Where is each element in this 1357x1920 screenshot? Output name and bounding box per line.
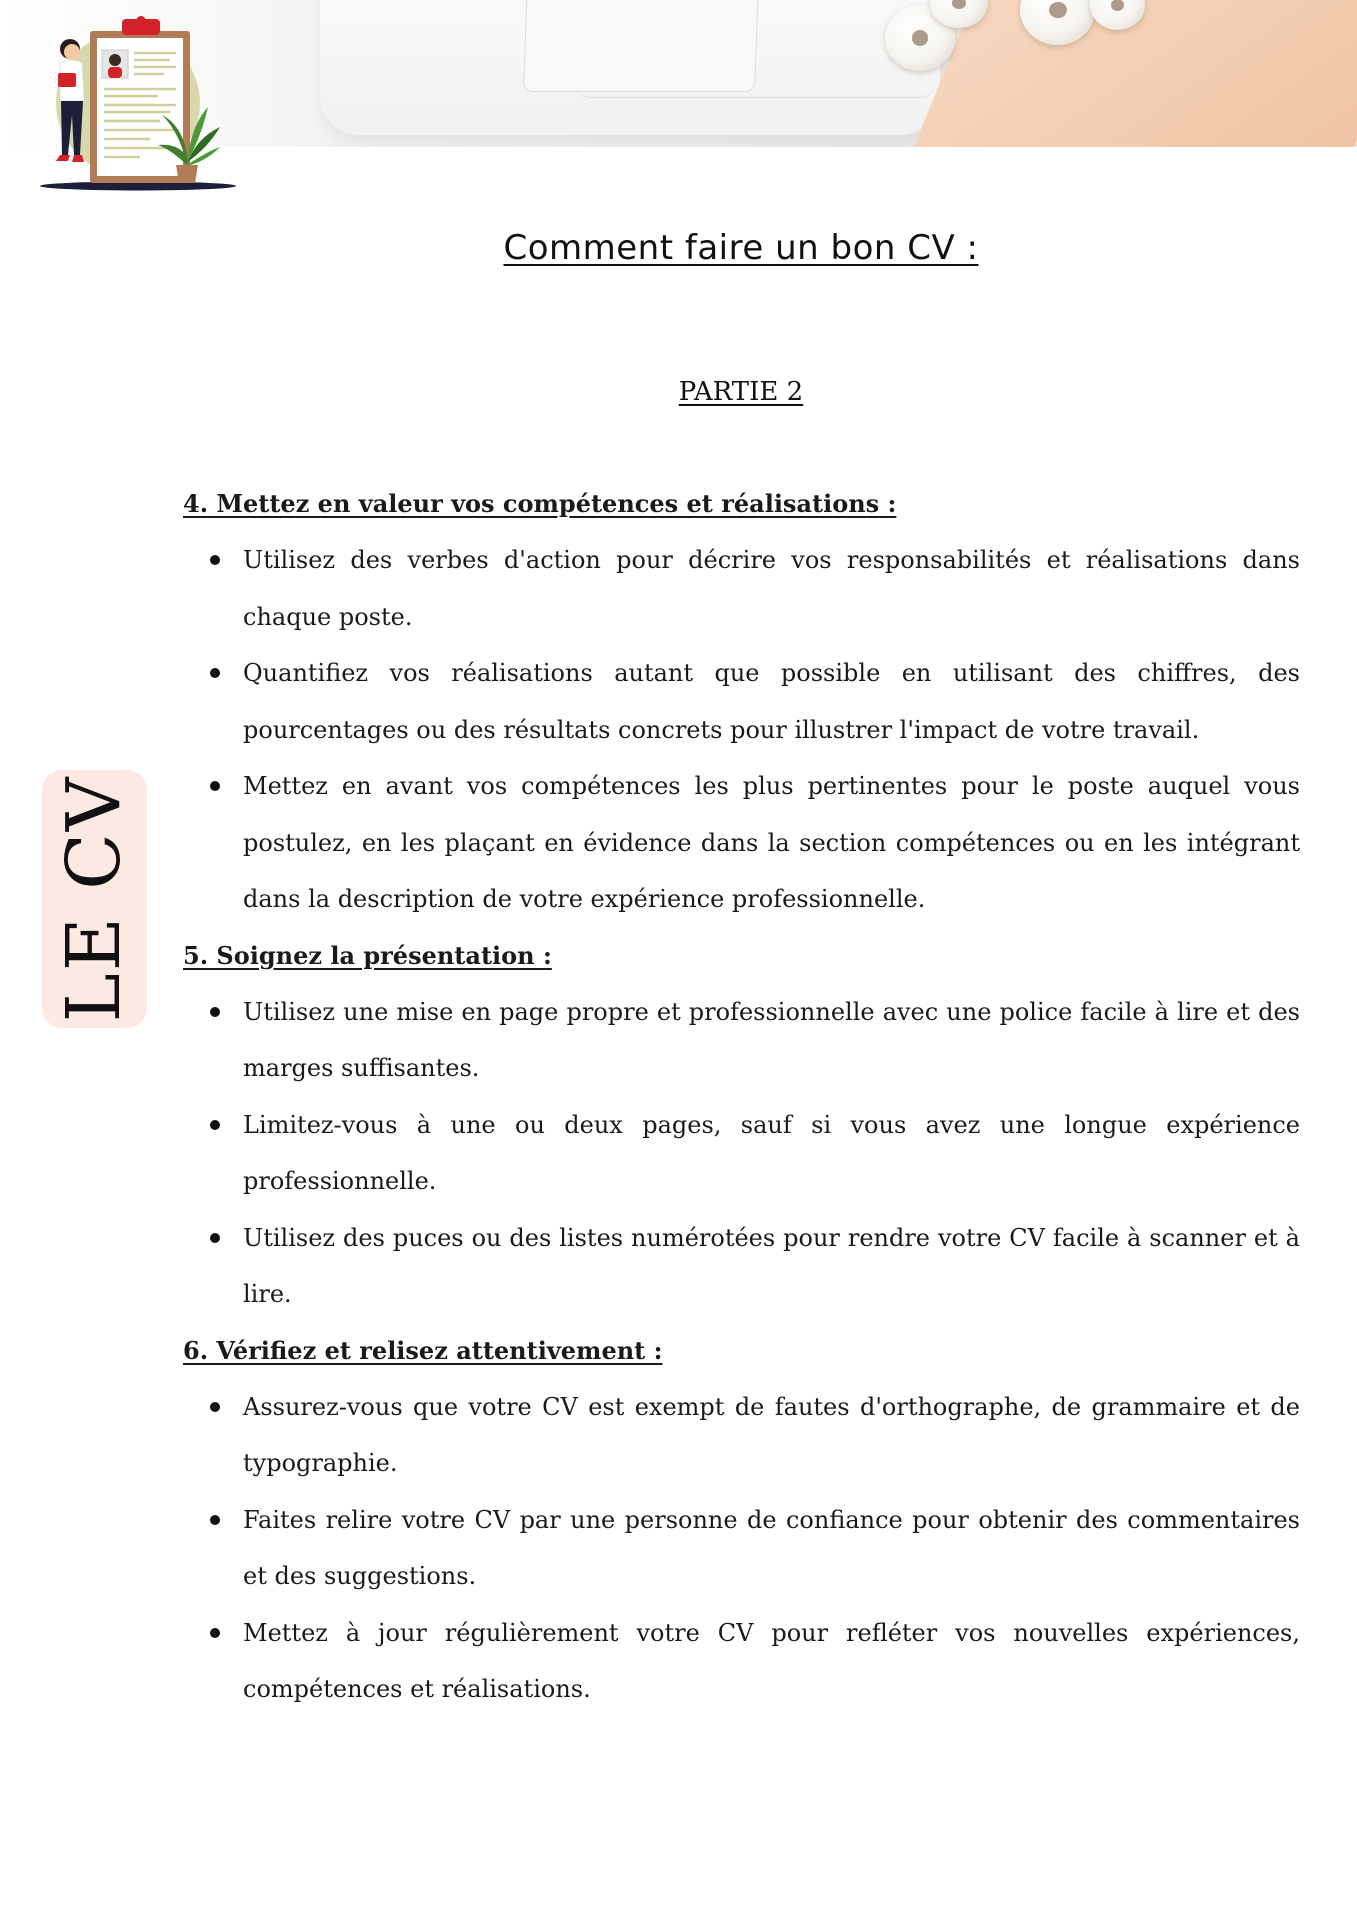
list-item: Utilisez des puces ou des listes numérotées pour rendre votre CV facile à scanner et à lire. (243, 1210, 1300, 1323)
list-item: Quantifiez vos réalisations autant que possible en utilisant des chiffres, des pourcentages ou des résultats concrets pour illustrer l'impact de votre travail. (243, 645, 1300, 758)
section-heading: 4. Mettez en valeur vos compétences et réalisations : (183, 489, 897, 518)
list-item: Utilisez une mise en page propre et professionnelle avec une police facile à lire et des marges suffisantes. (243, 984, 1300, 1097)
document-body (183, 476, 1300, 1718)
laptop-edge (575, 83, 935, 98)
list-item: Utilisez des verbes d'action pour décrire vos responsabilités et réalisations dans chaque poste. (243, 532, 1300, 645)
part-subtitle: PARTIE 2 (678, 377, 804, 407)
list-item: Assurez-vous que votre CV est exempt de fautes d'orthographe, de grammaire et de typographie. (243, 1379, 1300, 1492)
resume-clipboard-illustration-icon (30, 15, 240, 195)
bullet-list (183, 532, 1300, 928)
laptop-trackpad (523, 0, 759, 92)
section-heading: 5. Soignez la présentation : (183, 940, 552, 970)
laptop-illustration (320, 0, 940, 135)
bullet-list (183, 984, 1300, 1323)
section-heading: 6. Vérifiez et relisez attentivement : (183, 1335, 663, 1365)
side-tab-label: LE CV (51, 775, 137, 1023)
bullet-list (183, 1379, 1300, 1718)
page-title: Comment faire un bon CV : (503, 228, 979, 268)
list-item: Faites relire votre CV par une personne de confiance pour obtenir des commentaires et des suggestions. (243, 1492, 1300, 1605)
list-item: Mettez à jour régulièrement votre CV pour refléter vos nouvelles expériences, compétences et réalisations. (243, 1605, 1300, 1718)
list-item: Limitez-vous à une ou deux pages, sauf si vous avez une longue expérience professionnelle. (243, 1097, 1300, 1210)
list-item: Mettez en avant vos compétences les plus pertinentes pour le poste auquel vous postulez, en les plaçant en évidence dans la section compétences ou en les intégrant dans la description de votre expérience professionnelle. (243, 758, 1300, 928)
